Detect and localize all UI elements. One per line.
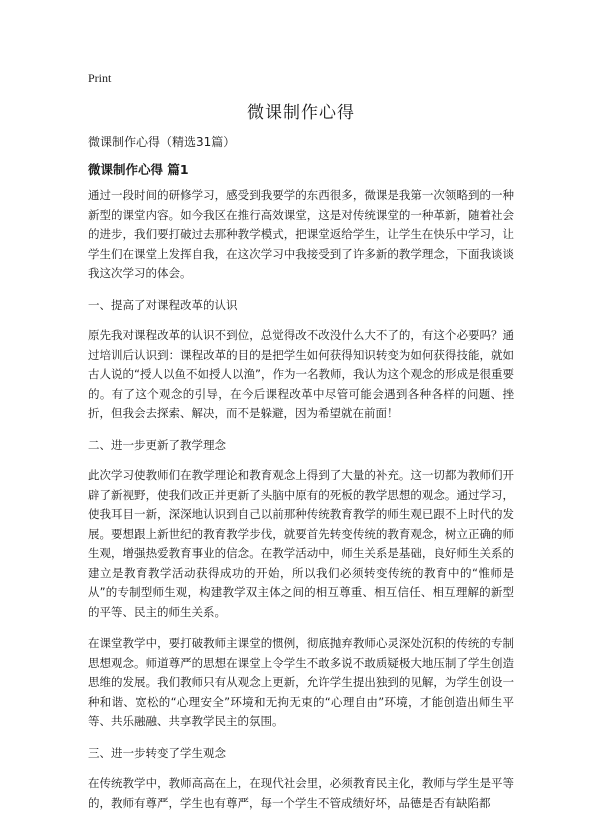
document-subtitle: 微课制作心得（精选31篇） — [88, 135, 236, 149]
print-link[interactable]: Print — [88, 71, 112, 85]
subheading-student-concept: 三、进一步转变了学生观念 — [88, 745, 226, 760]
intro-paragraph: 通过一段时间的研修学习，感受到我要学的东西很多，微课是我第一次领略到的一种新型的课堂内容。如今我区在推行高效课堂，这是对传统课堂的一种革新，随着社会的进步，我们要打破过去那种教学模式，把课堂返给学生，让学生在快乐中学习，让学生们在课堂上发挥自我，在这次学习中我接受到了许多新的教学理念，下面我谈谈我这次学习的体会。 — [88, 188, 514, 280]
document-body — [88, 186, 514, 825]
page-title: 微课制作心得 — [247, 103, 355, 123]
subheading-course-reform: 一、提高了对课程改革的认识 — [88, 297, 238, 312]
paragraph-classroom-teaching: 在课堂教学中，要打破教师主课堂的惯例，彻底抛弃教师心灵深处沉积的传统的专制思想观念。师道尊严的思想在课堂上令学生不敢多说不敢质疑极大地压制了学生创造思维的发展。我们教师只有从观念上更新，允许学生提出独到的见解，为学生创设一种和谐、宽松的“心理安全”环境和无拘无束的“心理自由”环境，才能创造出师生平等、共乐融融、共享教学民主的氛围。 — [88, 636, 514, 728]
section-heading: 微课制作心得 篇1 — [88, 162, 189, 177]
paragraph-teaching-concept: 此次学习使教师们在教学理论和教育观念上得到了大量的补充。这一切都为教师们开辟了新视野，使我们改正并更新了头脑中原有的死板的教学思想的观念。通过学习，使我耳目一新，深深地认识到自己以前那种传统教育教学的师生观已跟不上时代的发展。要想跟上新世纪的教育教学步伐，就要首先转变传统的教育观念，树立正确的师生观，增强热爱教育事业的信念。在教学活动中，师生关系是基础，良好师生关系的建立是教育教学活动获得成功的开始，所以我们必须转变传统的教育中的“惟师是从”的专制型师生观，构建教学双主体之间的相互尊重、相互信任、相互理解的新型的平等、民主的师生关系。 — [88, 468, 514, 619]
paragraph-course-reform: 原先我对课程改革的认识不到位，总觉得改不改没什么大不了的，有这个必要吗？通过培训后认识到：课程改革的目的是把学生如何获得知识转变为如何获得技能，就如古人说的“授人以鱼不如授人以渔”，作为一名教师，我认为这个观念的形成是很重要的。有了这个观念的引导，在今后课程改革中尽管可能会遇到各种各样的问题、挫折，但我会去探索、解决，而不是躲避，因为希望就在前面！ — [88, 328, 514, 420]
subheading-teaching-concept: 二、进一步更新了教学理念 — [88, 437, 226, 452]
paragraph-student-concept: 在传统教学中，教师高高在上，在现代社会里，必须教育民主化，教师与学生是平等的，教师有尊严，学生也有尊严，每一个学生不管成绩好坏，品德是否有缺陷都 — [88, 776, 514, 810]
